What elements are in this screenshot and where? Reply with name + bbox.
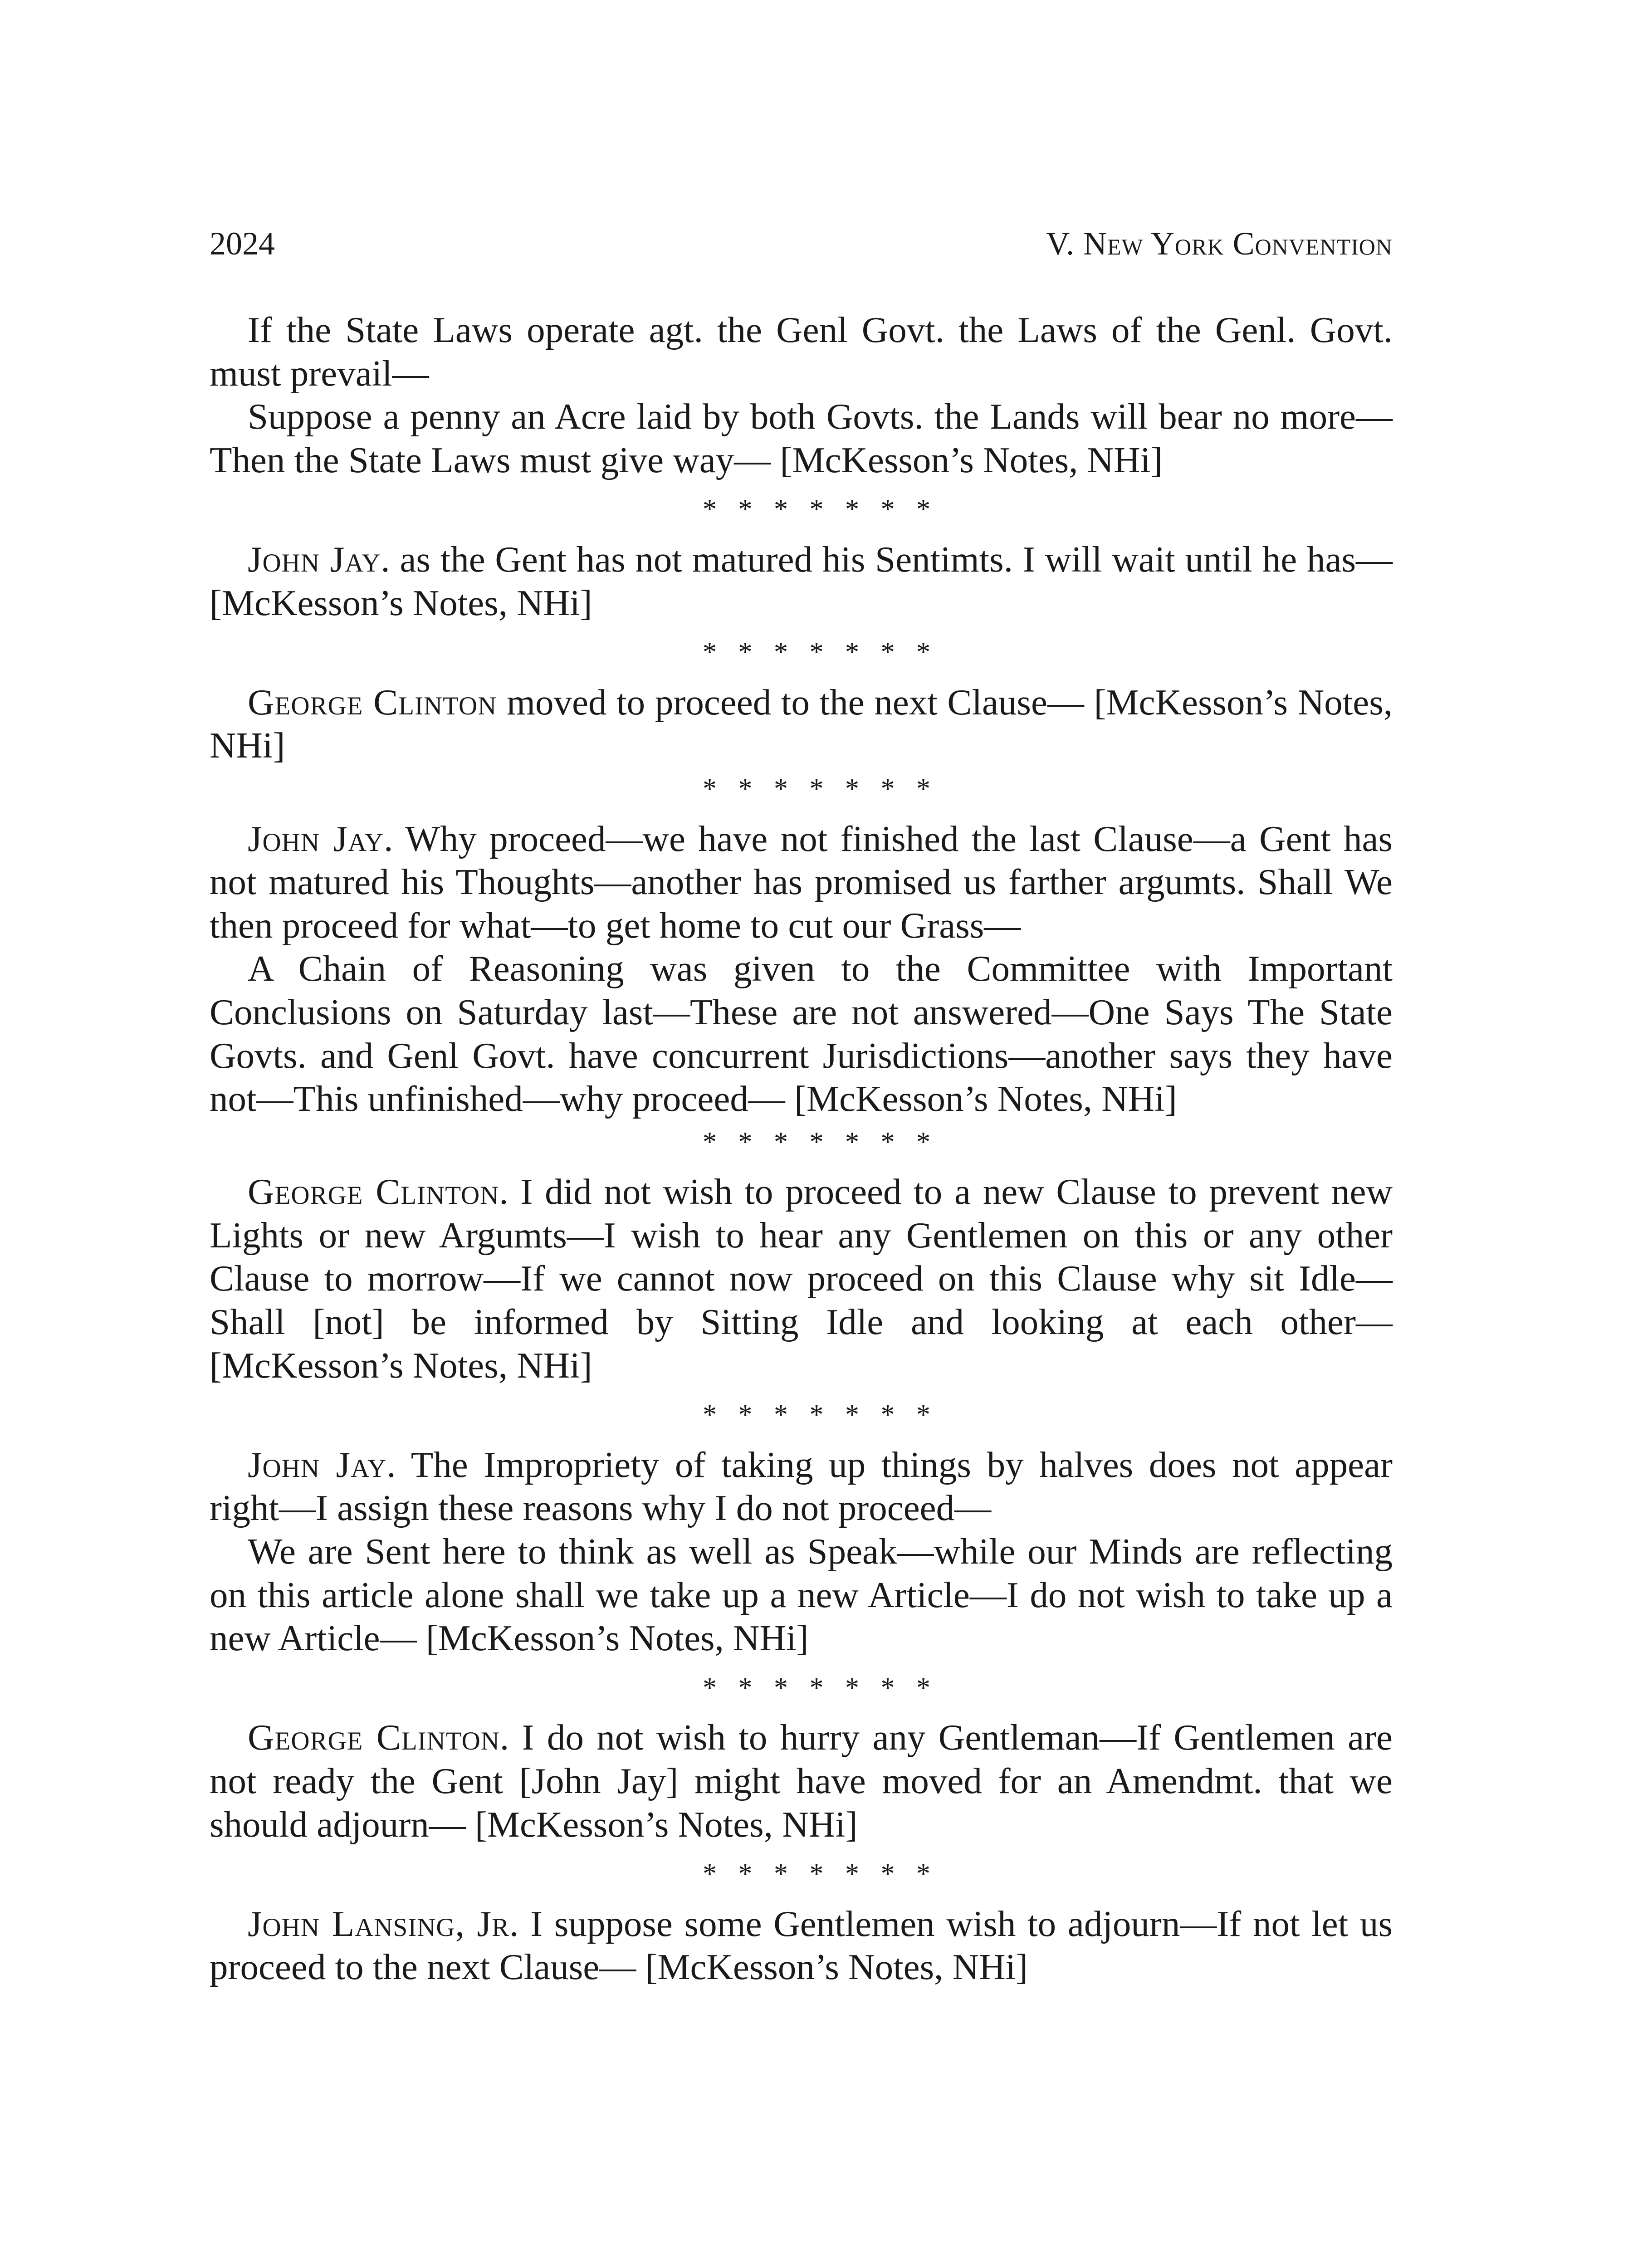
section-separator: * * * * * * *	[703, 637, 938, 668]
speech-text: . Why proceed—we have not finished the last Clause—a Gent has not matured his Thoughts—another has promised us farther argumts. Shall We then proceed for what—to get home to cut our Grass—	[210, 818, 1393, 946]
speech-text: . I did not wish to proceed to a new Clause to prevent new Lights or new Argumts—I wish to hear any Gentlemen on this or any other Clause to morrow—If we cannot now proceed on this Clause why sit Idle—Shall [not] be informed by Sitting Idle and looking at each other— [McKesson’s Notes, NHi]	[210, 1171, 1393, 1386]
speaker-name: John Jay	[248, 538, 381, 580]
speech-paragraph	[210, 817, 1393, 948]
paragraph-text: Suppose a penny an Acre laid by both Govts. the Lands will bear no more—Then the State Laws must give way— [McKesson’s Notes, NHi]	[210, 396, 1393, 480]
speech-text: moved to proceed to the next Clause— [McKesson’s Notes, NHi]	[210, 681, 1393, 766]
speech-paragraph	[210, 681, 1393, 767]
speech-paragraph	[210, 1443, 1393, 1530]
paragraph	[210, 947, 1393, 1120]
section-separator: * * * * * * *	[703, 773, 938, 804]
speech-text: . as the Gent has not matured his Sentimts. I will wait until he has— [McKesson’s Notes, NHi]	[210, 538, 1393, 623]
speech-text: . I suppose some Gentlemen wish to adjourn—If not let us proceed to the next Clause— [McKesson’s Notes, NHi]	[210, 1903, 1393, 1988]
paragraph	[210, 1530, 1393, 1660]
page-number: 2024	[210, 225, 275, 262]
speaker-name: John Jay	[248, 1444, 387, 1485]
running-head: V. New York Convention	[1046, 225, 1393, 262]
paragraph-text: We are Sent here to think as well as Speak—while our Minds are reflecting on this article alone shall we take up a new Article—I do not wish to take up a new Article— [McKesson’s Notes, NHi]	[210, 1531, 1393, 1659]
paragraph	[210, 308, 1393, 395]
paragraph-text: If the State Laws operate agt. the Genl Govt. the Laws of the Genl. Govt. must prevail—	[210, 309, 1393, 394]
speech-text: . The Impropriety of taking up things by halves does not appear right—I assign these reasons why I do not proceed—	[210, 1444, 1393, 1529]
paragraph	[210, 395, 1393, 482]
document-body	[210, 308, 1393, 1989]
paragraph-text: A Chain of Reasoning was given to the Committee with Important Conclusions on Saturday last—These are not answered—One Says The State Govts. and Genl Govt. have concurrent Jurisdictions—another says they have not—This unfinished—why proceed— [McKesson’s Notes, NHi]	[210, 948, 1393, 1119]
speech-paragraph	[210, 1902, 1393, 1989]
speech-text: . I do not wish to hurry any Gentleman—If Gentlemen are not ready the Gent [John Jay] might have moved for an Amendmt. that we should adjourn— [McKesson’s Notes, NHi]	[210, 1717, 1393, 1845]
speech-paragraph	[210, 1716, 1393, 1846]
section-separator: * * * * * * *	[703, 494, 938, 525]
page-header	[210, 223, 1393, 264]
speaker-name: John Jay	[248, 818, 384, 859]
speech-paragraph	[210, 538, 1393, 625]
section-separator: * * * * * * *	[703, 1672, 938, 1703]
section-separator: * * * * * * *	[703, 1126, 938, 1158]
speaker-name: George Clinton	[248, 1717, 500, 1758]
section-separator: * * * * * * *	[703, 1858, 938, 1890]
speech-paragraph	[210, 1170, 1393, 1387]
section-separator: * * * * * * *	[703, 1399, 938, 1431]
speaker-name: John Lansing, Jr	[248, 1903, 510, 1944]
speaker-name: George Clinton	[248, 1171, 499, 1212]
speaker-name: George Clinton	[248, 681, 497, 723]
